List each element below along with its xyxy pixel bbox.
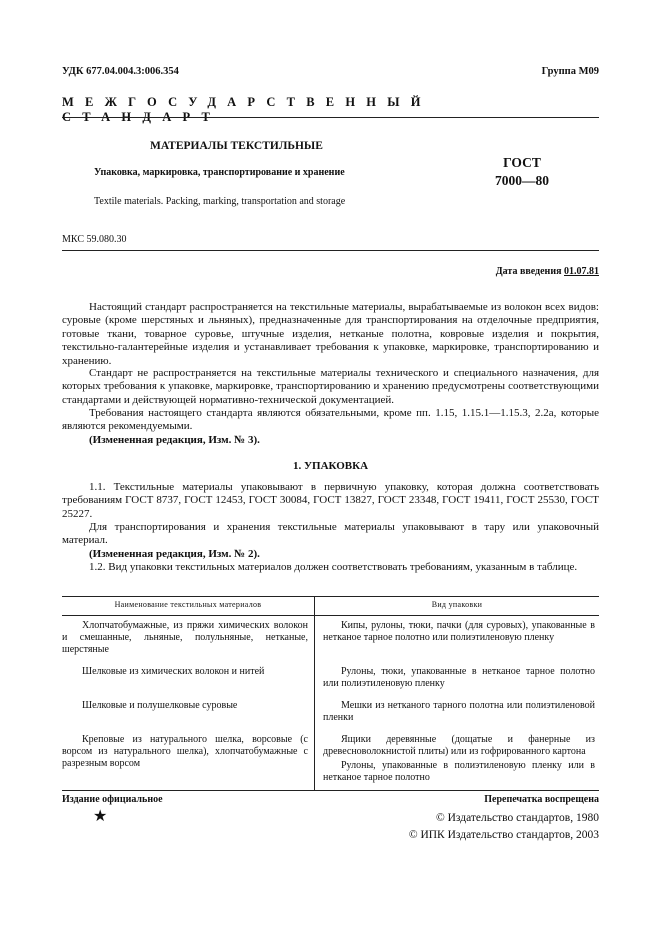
material-cell: Хлопчатобумажные, из пряжи химических волокон и смешанные, льняные, полульняные, нетканые, шерстяные [62, 616, 315, 663]
clause-1-1-transport: Для транспортирования и хранения текстильные материалы упаковывают в тару или упаковочный материал. [62, 521, 599, 547]
intro-paragraph-3: Требования настоящего стандарта являются обязательными, кроме пп. 1.15, 1.15.1—1.15.3, 2.2а, которые являются рекомендуемыми. [62, 407, 599, 433]
header-rule [62, 117, 599, 118]
table-row [62, 696, 599, 730]
gost-label: ГОСТ [503, 155, 541, 170]
packaging-text: Рулоны, тюки, упакованные в нетканое тарное полотно или полиэтиленовую пленку [323, 666, 595, 689]
intro-date [496, 266, 599, 277]
clause-1-1: 1.1. Текстильные материалы упаковывают в первичную упаковку, которая должна соответствовать требованиям ГОСТ 8737, ГОСТ 12453, ГОСТ 30084, ГОСТ 13827, ГОСТ 23348, ГОСТ 19411, ГОСТ 25530, ГОСТ 25227. [62, 481, 599, 520]
packaging-cell [315, 730, 600, 791]
material-cell: Шелковые и полушелковые суровые [62, 696, 315, 730]
material-cell: Креповые из натурального шелка, ворсовые (с ворсом из натурального шелка), хлопчатобумажные с разрезным ворсом [62, 730, 315, 791]
title-rule [62, 250, 599, 251]
packaging-table [62, 596, 599, 791]
reprint-notice: Перепечатка воспрещена [484, 794, 599, 805]
column-header-material: Наименование текстильных материалов [62, 597, 315, 616]
material-cell: Шелковые из химических волокон и нитей [62, 662, 315, 696]
banner-text: МЕЖГОСУДАРСТВЕННЫЙ СТАНДАРТ [62, 95, 432, 124]
table-row [62, 616, 599, 663]
clause-1-2: 1.2. Вид упаковки текстильных материалов должен соответствовать требованиям, указанным в таблице. [89, 561, 578, 573]
document-subtitle: Упаковка, маркировка, транспортирование и хранение [94, 167, 345, 178]
amendment-note-3: (Измененная редакция, Изм. № 3). [89, 434, 260, 446]
intro-date-label: Дата введения [495, 266, 562, 277]
english-title: Textile materials. Packing, marking, transportation and storage [94, 196, 346, 207]
packaging-cell [315, 616, 600, 663]
group-code: Группа М09 [541, 66, 599, 77]
column-header-packaging: Вид упаковки [315, 597, 600, 616]
star-icon: ★ [93, 808, 108, 825]
intro-paragraph-2: Стандарт не распространяется на текстильные материалы технического и специального назначения, для которых требования к упаковке, маркировке, транспортированию и хранению предусмотрены соответствующими стандартами и действующей нормативно-технической документацией. [62, 367, 599, 406]
document-title: МАТЕРИАЛЫ ТЕКСТИЛЬНЫЕ [150, 140, 323, 152]
mks-code: МКС 59.080.30 [62, 234, 127, 245]
udk-code: УДК 677.04.004.3:006.354 [62, 66, 179, 77]
packaging-cell [315, 696, 600, 730]
section-heading-packing: 1. УПАКОВКА [292, 460, 369, 472]
intro-paragraph-1: Настоящий стандарт распространяется на текстильные материалы, вырабатываемые из волокон всех видов: суровые (кроме шерстяных и льняных), предназначенные для транспортирования на отделочные предприятия, готовые ткани, товарное суровье, штучные изделия, нетканые полотна, ковровые изделия и покрытия, текстильно-галантерейные изделия и устанавливает требования к упаковке, маркировке, транспортированию и хранению. [62, 301, 599, 367]
intro-date-value: 01.07.81 [564, 266, 599, 277]
packaging-cell [315, 662, 600, 696]
official-edition: Издание официальное [62, 794, 163, 805]
copyright-1980: © Издательство стандартов, 1980 [435, 812, 599, 824]
table-header-row [62, 597, 599, 616]
copyright-2003: © ИПК Издательство стандартов, 2003 [408, 829, 599, 841]
amendment-note-2: (Измененная редакция, Изм. № 2). [89, 548, 260, 560]
table-row [62, 662, 599, 696]
standard-banner [62, 95, 599, 125]
packaging-text: Мешки из нетканого тарного полотна или полиэтиленовой пленки [323, 700, 595, 723]
packaging-text: Рулоны, упакованные в полиэтиленовую пленку или в нетканое тарное полотно [323, 760, 595, 783]
gost-number: 7000—80 [495, 173, 549, 188]
table-row [62, 730, 599, 791]
packaging-text: Кипы, рулоны, тюки, пачки (для суровых), упакованные в нетканое тарное полотно или полиэтиленовую пленку [323, 620, 595, 643]
packaging-text: Ящики деревянные (дощатые и фанерные из древесноволокнистой плиты) или из гофрированного картона [323, 734, 595, 757]
